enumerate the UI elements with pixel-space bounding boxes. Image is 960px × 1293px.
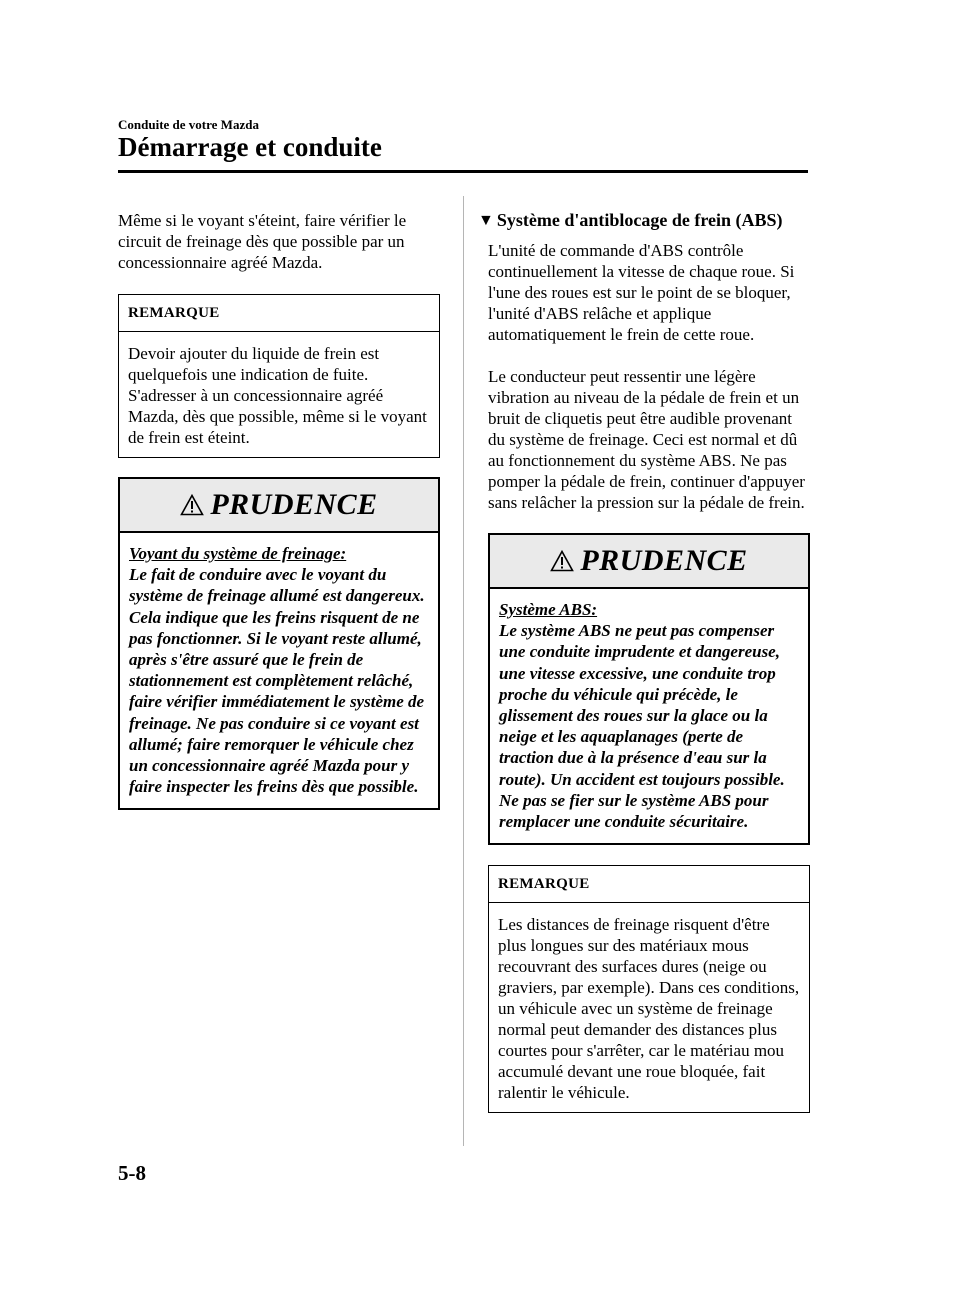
abs-caution-box [488,533,810,845]
caution-header [120,479,438,533]
section-label: Conduite de votre Mazda [118,117,259,132]
abs-note-body: Les distances de freinage risquent d'être plus longues sur des matériaux mous recouvrant des surfaces dures (neige ou graviers, par exemple). Dans ces conditions, un véhicule avec un système de freinage normal peut demander des distances plus courtes pour s'arrêter, car le matériau mou accumulé devant une roue bloquée, fait ralentir le véhicule. [498,915,800,1103]
abs-note-heading: REMARQUE [489,866,809,903]
left-column [118,210,440,810]
note-heading: REMARQUE [119,295,439,332]
abs-caution-header [490,535,808,589]
page-title: Démarrage et conduite [118,132,382,162]
abs-caution-heading: PRUDENCE [580,544,748,577]
abs-caution-text: Le système ABS ne peut pas compenser une conduite imprudente et dangereuse, une vitesse excessive, une conduite trop proche du véhicule qui précède, le glissement des roues sur la glace ou la neige et les aquaplanages (perte de traction due à la présence d'eau sur la route). Un accident est toujours possible. Ne pas se fier sur le système ABS pour remplacer une conduite sécuritaire. [499,621,785,832]
caution-subtitle: Voyant du système de freinage: [129,544,347,563]
abs-caution-subtitle: Système ABS: [499,600,598,619]
caution-body [120,533,438,808]
note-body: Devoir ajouter du liquide de frein est quelquefois une indication de fuite. S'adresser à un concessionnaire agréé Mazda, dès que possible, même si le voyant de frein est éteint. [128,344,427,447]
intro-paragraph: Même si le voyant s'éteint, faire vérifier le circuit de freinage dès que possible par un concessionnaire agréé Mazda. [118,211,407,272]
title-rule [118,170,808,173]
caution-box [118,477,440,810]
caution-heading: PRUDENCE [210,488,378,521]
page-number: 5-8 [118,1161,146,1185]
column-divider [463,196,464,1146]
right-column [478,210,810,1113]
abs-paragraph-2: Le conducteur peut ressentir une légère vibration au niveau de la pédale de frein et un bruit de cliquetis peut être audible provenant du système de freinage. Ceci est normal et dû au fonctionnement du système ABS. Ne pas pomper la pédale de frein, continuer d'appuyer sans relâcher la pression sur la pédale de frein. [488,367,805,512]
abs-paragraph-1: L'unité de commande d'ABS contrôle continuellement la vitesse de chaque roue. Si l'une des roues est sur le point de se bloquer, l'unité d'ABS relâche et applique automatiquement le frein de cette roue. [488,241,795,344]
abs-note-box [488,865,810,1113]
warning-triangle-icon [180,494,204,516]
warning-triangle-icon [550,550,574,572]
abs-heading-text: Système d'antiblocage de frein (ABS) [496,210,783,230]
note-box [118,294,440,458]
abs-section-heading [478,210,810,231]
abs-caution-body [490,589,808,843]
triangle-down-icon: ▼ [478,211,494,229]
caution-text: Le fait de conduire avec le voyant du système de freinage allumé est dangereux. Cela indique que les freins risquent de ne pas fonctionner. Si le voyant reste allumé, après s'être assuré que le frein de stationnement est complètement relâché, faire vérifier immédiatement le système de freinage. Ne pas conduire si ce voyant est allumé; faire remorquer le véhicule chez un concessionnaire agréé Mazda pour y faire inspecter les freins dès que possible. [129,565,425,797]
